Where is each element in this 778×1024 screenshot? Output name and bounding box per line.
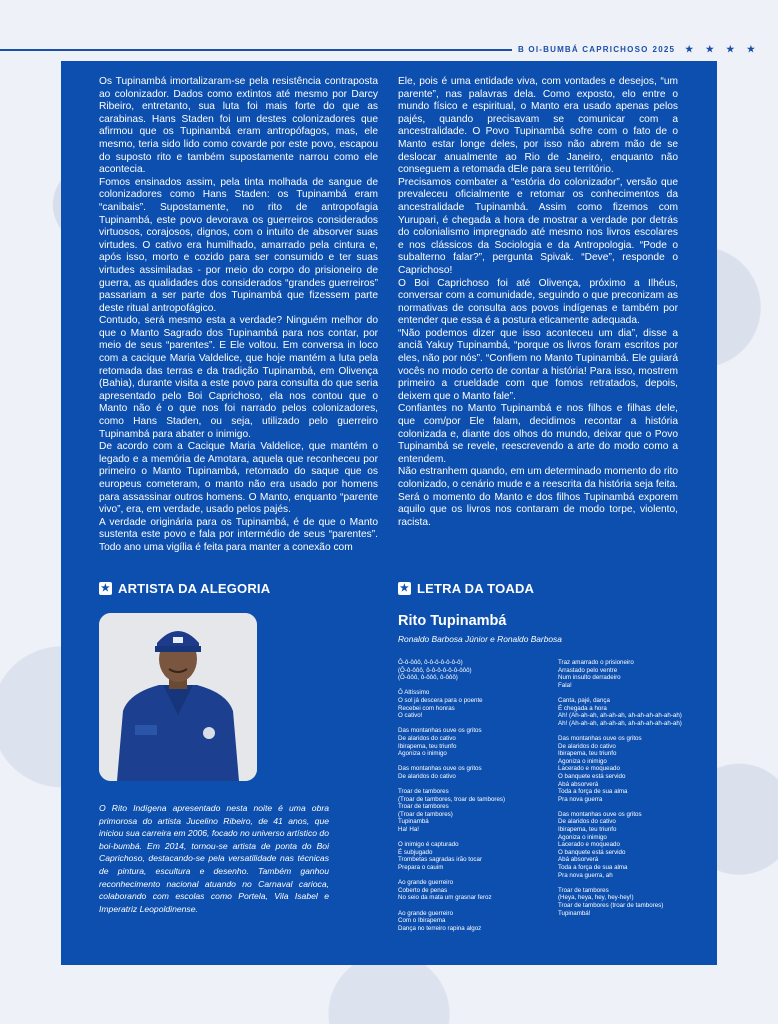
article-paragraph: “Não podemos dizer que isso aconteceu um dia”, disse a anciã Yakuy Tupinambá, “porque os livros foram escritos por eles, não por nós”. “Confiem no Manto Tupinambá. Ele guiará vocês no modo certo de contar a história! Para isso, mostrem primeiro a crueldade com que fomos retratados, depois, deixem que o Manto fale”.: [398, 327, 678, 402]
song-authors: Ronaldo Barbosa Júnior e Ronaldo Barbosa: [398, 634, 562, 644]
artist-section-title: [99, 581, 270, 596]
header-rule: [0, 49, 512, 51]
star-icon: ★: [399, 582, 410, 594]
article-paragraph: Contudo, será mesmo esta a verdade? Ninguém melhor do que o Manto Sagrado dos Tupinambá para nos contar, por meio de seus “parentes”. E Ele voltou. Em conversa in loco com a cacique Maria Valdelice, que hoje mantém a luta pela retomada das terras e da tradição Tupinambá, em Olivença (Bahia), durante visita a este povo para consulta do que seria apresentado pelo Boi Caprichoso, ela nos contou que o Manto não é o que nos foi narrado pelos colonizadores, como Hans Staden, ou seja, utilizado pelo guerreiro Tupinambá para abater o inimigo.: [99, 315, 378, 440]
artist-portrait-icon: [99, 613, 257, 781]
song-section-label: LETRA DA TOADA: [417, 581, 535, 596]
lyrics-column-2: Traz amarrado o prisioneiro Arrastado pelo ventre Num insulto derradeiro Fala! Canta, pajé, dança É chegada a hora Ah! (Ah-ah-ah, ah-ah-ah, ah-ah-ah-ah-ah-ah) Ah! (Ah-ah-ah, ah-ah-ah, ah-ah-ah-ah-ah-ah) Das montanhas ouve os gritos De alaridos do cativo Ibirapema, teu triunfo Agoniza o inimigo Lacerado e moqueado O banquete está servido Abá absorverá Toda a força de sua alma Pra nova guerra Das montanhas ouve os gritos De alaridos do cativo Ibirapema, teu triunfo Agoniza o inimigo Lacerado e moqueado O banquete está servido Abá absorverá Toda a força de sua alma Pra nova guerra, ah Troar de tambores (Heya, heya, hey, hey-hey!) Troar de tambores (troar de tambores) Tupinambá!: [558, 659, 682, 917]
article-paragraph: De acordo com a Cacique Maria Valdelice, que mantém o legado e a memória de Amotara, aquela que reconheceu por primeiro o Manto Tupinambá, retomado do saque que os europeus cometeram, o manto não era usado por homens para assassinar outros homens. O Manto, enquanto “parente vivo”, era, em verdade, usado pelos pajés.: [99, 441, 378, 516]
header-stars-icon: ★ ★ ★ ★: [685, 44, 760, 54]
artist-section-label: ARTISTA DA ALEGORIA: [118, 581, 271, 596]
article-paragraph: Precisamos combater a “estória do colonizador”, versão que prevaleceu oficialmente e retomar os conhecimentos da ancestralidade Tupinambá. Assim como fizemos com Yurupari, é chegada a hora de mostrar a verdade por detrás do colonialismo impregnado até mesmo nos livros escolares e nos clássicos da Sociologia e da Antropologia. “Pode o subalterno falar?”, pergunta Spivak. “Deve”, responde o Caprichoso!: [398, 176, 678, 276]
article-paragraph: A verdade originária para os Tupinambá, é de que o Manto sustenta este povo e fala por intermédio de seus “parentes”. Todo ano uma vigília é feita para manter a conexão com: [99, 516, 378, 553]
article-paragraph: Fomos ensinados assim, pela tinta molhada de sangue de colonizadores como Hans Staden: os Tupinambá eram “canibais”. Supostamente, no rito de antropofagia Tupinambá, este povo devorava os guerreiros considerados virtuosos, corajosos, dignos, com o intuito de absorver suas virtudes. O cativo era humilhado, amarrado pela cintura e, após isso, morto e cozido para ser consumido e ter suas virtudes assimiladas - por meio do corpo do prisioneiro de guerra, as qualidades dos considerados “grandes guerreiros” passariam a ser parte dos Tupinambá que fizessem parte deste ritual antropofágico.: [99, 176, 378, 314]
article-column-right: [398, 76, 678, 529]
article-column-left: [99, 76, 378, 555]
brand-year: 2025: [652, 45, 676, 54]
artist-bio: O Rito Indígena apresentado nesta noite é uma obra primorosa do artista Jucelino Ribeiro, de 41 anos, que iniciou sua carreira em 2006, focado no universo artístico do boi-bumbá. Em 2014, tornou-se artista de ponta do Boi Caprichoso, destacando-se pela versatilidade nas técnicas de pintura, escultura e desenho. Também ganhou reconhecimento nacional atuando no Carnaval carioca, colaborando com escolas como Portela, Vila Isabel e Imperatriz Leopoldinense.: [99, 803, 329, 914]
article-paragraph: Ele, pois é uma entidade viva, com vontades e desejos, “um parente”, nas palavras dela. Como exposto, elo entre o mundo físico e espiritual, o Manto era usado apenas pelos pajés, quando precisavam se comunicar com a ancestralidade. O Povo Tupinambá sofre com o fato de o Manto estar longe deles, por isso não abrem mão de se deslocar anualmente ao Rio de Janeiro, enquanto não conseguem a retomada dEle para seu território.: [398, 76, 678, 176]
content-panel: [61, 61, 717, 965]
song-title: Rito Tupinambá: [398, 613, 507, 629]
article-paragraph: Não estranhem quando, em um determinado momento do rito colonizado, o cenário mude e a reescrita da história seja feita. Será o momento do Manto e dos filhos Tupinambá exporem aquilo que os livros nos contaram de modo torpe, violento, racista.: [398, 466, 678, 528]
article-paragraph: Os Tupinambá imortalizaram-se pela resistência contraposta ao colonizador. Dados como extintos até mesmo por Darcy Ribeiro, entretanto, sua luta foi mais forte do que as carabinas. Hans Staden foi um destes colonizadores que afirmou que os Tupinambá eram antropófagos, mas, ele mesmo, teria sido lido como covarde por este povo, escapou do suposto rito e também supostamente narrou como ele acontecia.: [99, 76, 378, 176]
lyrics-column-1: Ô-ô-ôôô, ô-ô-ô-ô-ô-ô-ô) (Ô-ô-ôôô, ô-ô-ô-ô-ô-ô-ôôô) (Ô-ôôô, ô-ôôô, ô-ôôô) Ô Altíssimo O sol já descera para o poente Recebei com honras O cativo! Das montanhas ouve os gritos De alaridos do cativo Ibirapema, teu triunfo Agoniza o inimigo Das montanhas ouve os gritos De alaridos do cativo Troar de tambores (Troar de tambores, troar de tambores) Troar de tambores (Troar de tambores) Tupinambá Ha! Ha! O inimigo é capturado É subjugado Trombetas sagradas irão tocar Prepara o cauim Ao grande guerreiro Coberto de penas No seio da mata um grasnar feroz Ao grande guerreiro Com o Ibirapema Dança no terreiro rapina algoz: [398, 659, 506, 932]
article-paragraph: O Boi Caprichoso foi até Olivença, próximo a Ilhéus, conversar com a comunidade, seguindo o que preconizam as normativas de consulta aos povos indígenas e também por entender que essa é a postura eticamente adequada.: [398, 277, 678, 327]
article-paragraph: Confiantes no Manto Tupinambá e nos filhos e filhas dele, que com/por Ele falam, decidimos recontar a história colonizada e, diante dos olhos do mundo, deixar que o Povo Tupinambá se revele, reescrevendo a arte do modo como a entendem.: [398, 403, 678, 465]
artist-photo: [99, 613, 257, 781]
page-header: [518, 44, 760, 55]
brand-name: B OI-BUMBÁ CAPRICHOSO: [518, 45, 649, 54]
song-section-title: [398, 581, 534, 596]
star-icon: ★: [100, 582, 111, 594]
